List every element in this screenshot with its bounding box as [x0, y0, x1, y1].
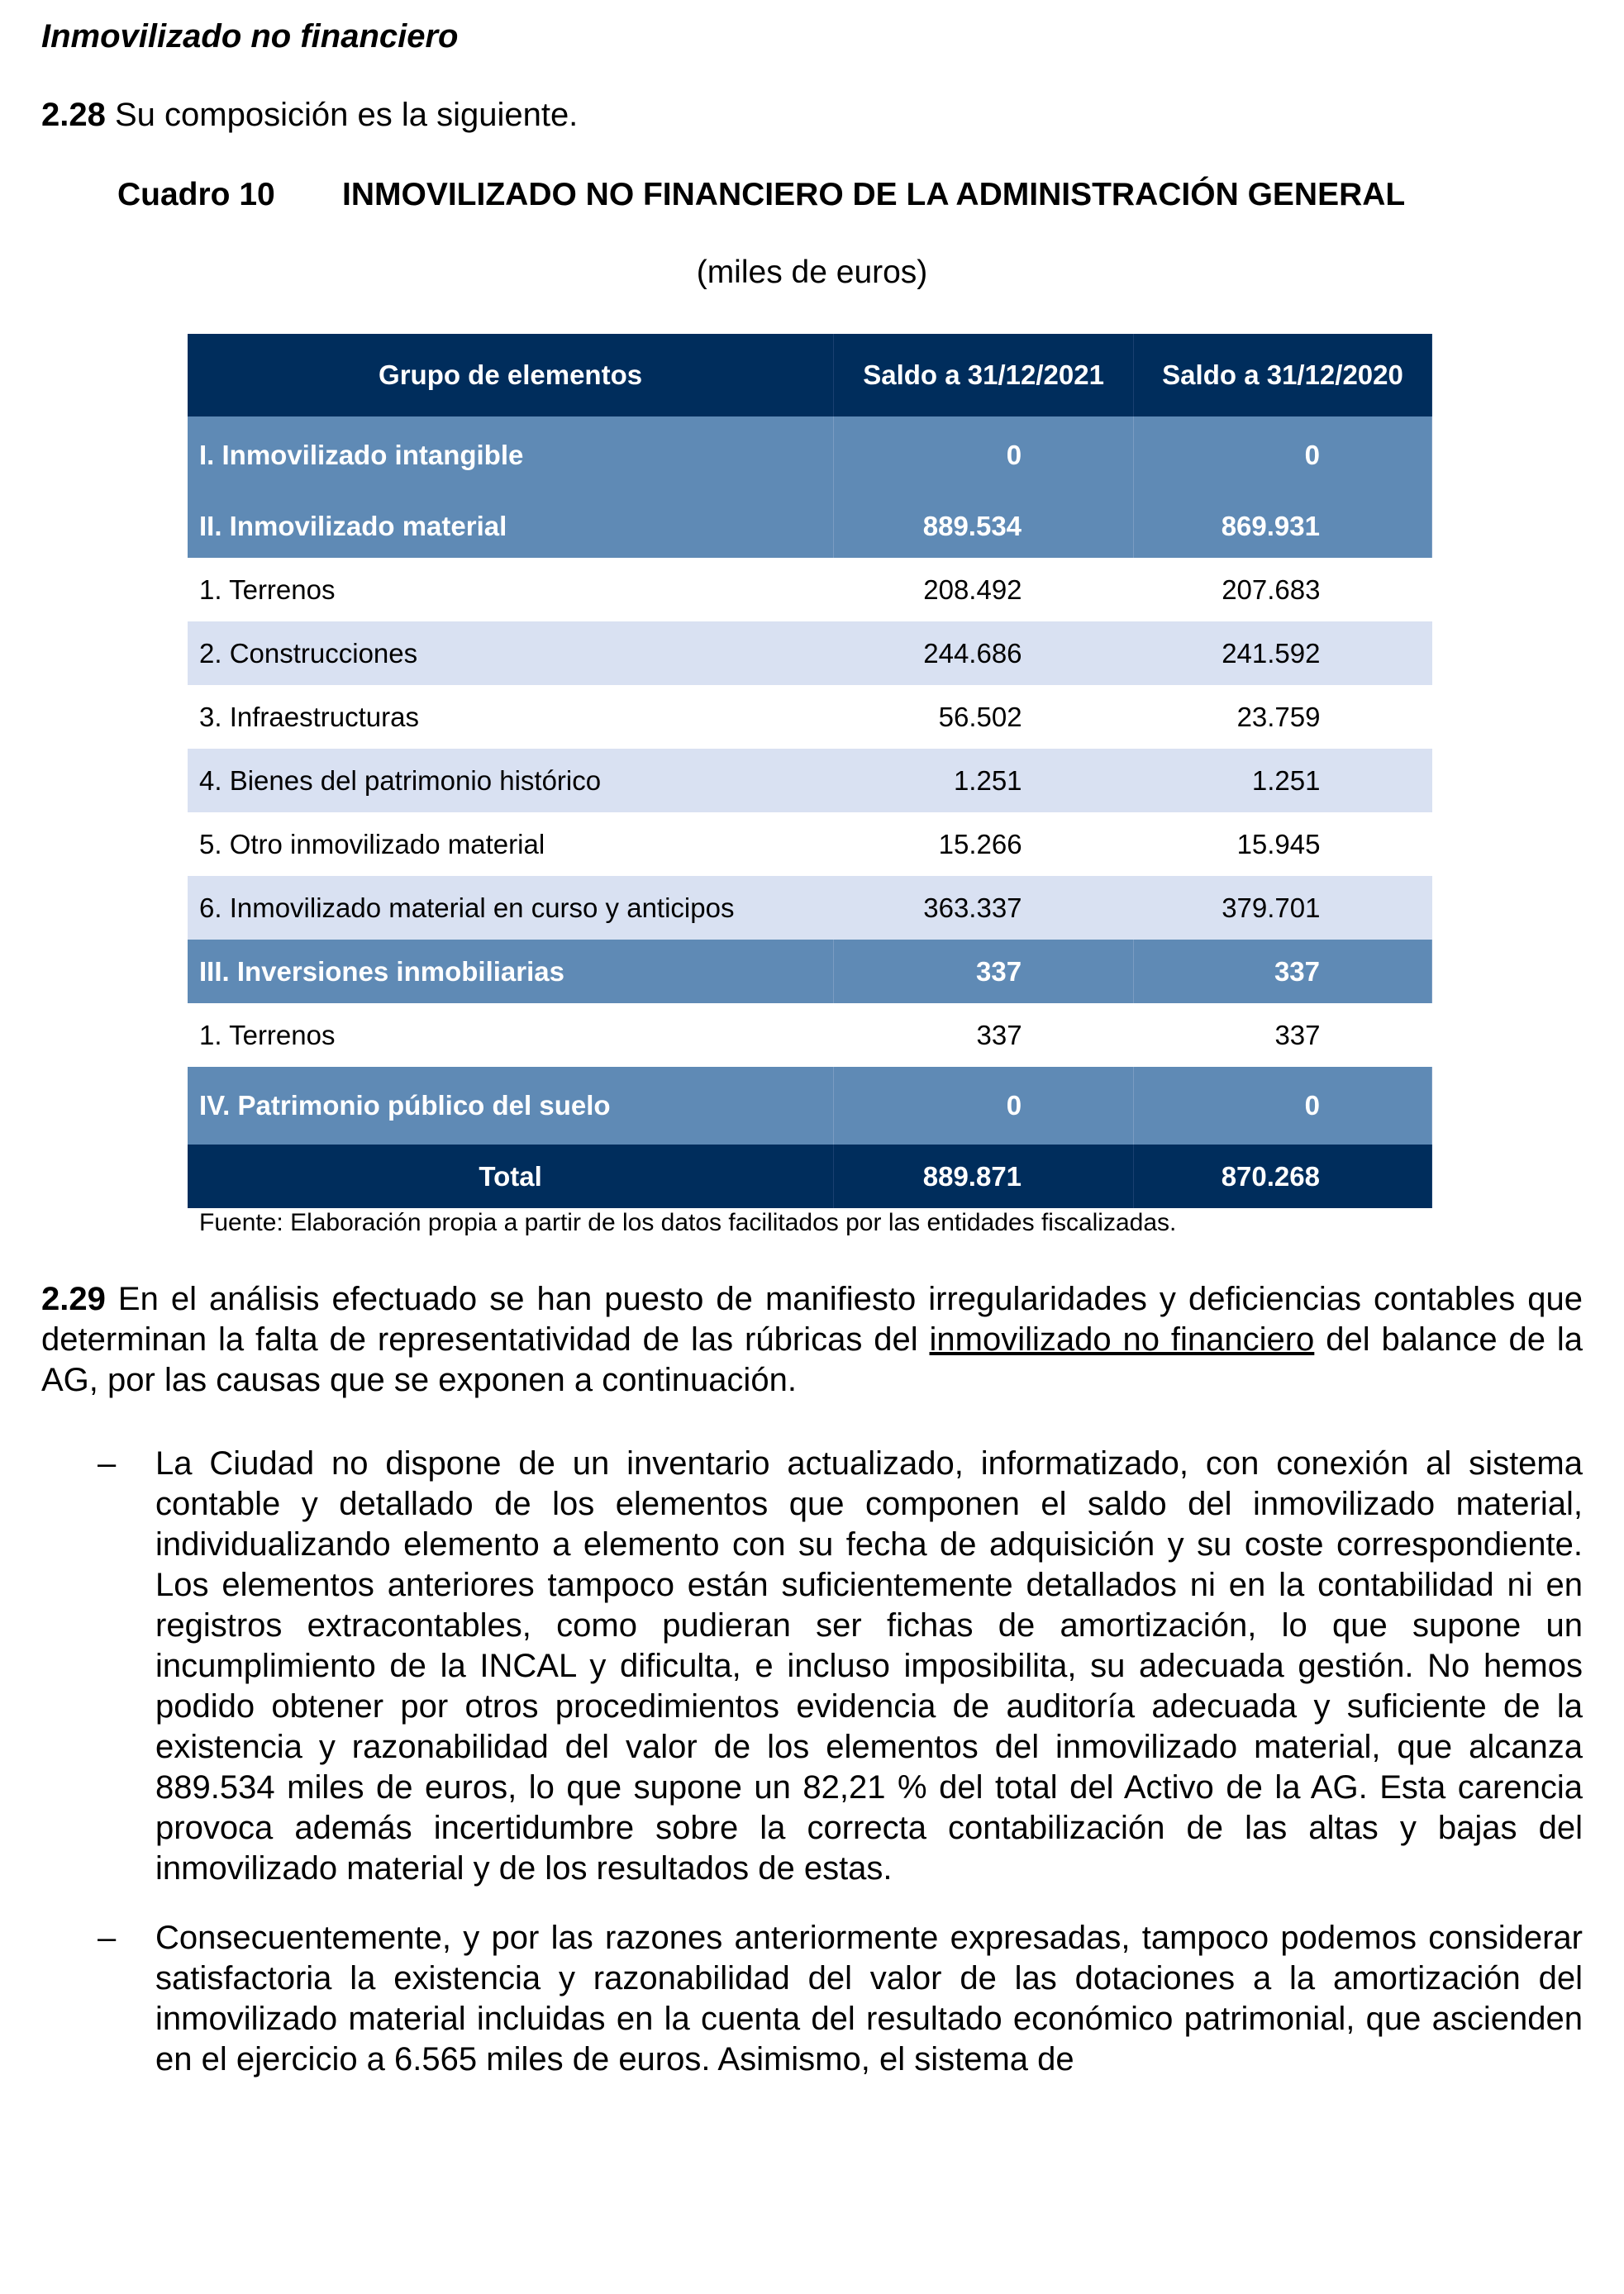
table-units: (miles de euros): [696, 255, 928, 290]
row-label: II. Inmovilizado material: [188, 494, 834, 558]
table-number: Cuadro 10: [117, 177, 275, 212]
value-2021: 244.686: [834, 621, 1134, 685]
table-caption: [117, 177, 1405, 213]
value-2021: 1.251: [834, 749, 1134, 812]
value-2021: 208.492: [923, 574, 1022, 605]
value-2020: 1.251: [1134, 749, 1432, 812]
row-label: I. Inmovilizado intangible: [188, 416, 834, 494]
column-header: Grupo de elementos: [188, 334, 834, 416]
value-2020: 241.592: [1134, 621, 1432, 685]
underlined-term: inmovilizado no financiero: [929, 1321, 1315, 1358]
bullet-item: La Ciudad no dispone de un inventario actualizado, informatizado, con conexión al sistema contable y detallado de los elementos que componen el saldo del inmovilizado material, individualizando elemento a elemento con su fecha de adquisición y su coste correspondiente. Los elementos anteriores tampoco están suficientemente detallados ni en la contabilidad ni en registros extracontables, como pudieran ser fichas de amortización, lo que supone un incumplimiento de la INCAL y dificulta, e incluso imposibilita, su adecuada gestión. No hemos podido obtener por otros procedimientos evidencia de auditoría adecuada y suficiente de la existencia y razonabilidad del valor de los elementos del inmovilizado material, que alcanza 889.534 miles de euros, lo que supone un 82,21 % del total del Activo de la AG. Esta carencia provoca además incertidumbre sobre la correcta contabilización de las altas y bajas del inmovilizado material y de los resultados de estas.: [155, 1445, 1583, 1887]
paragraph-2-28: [41, 97, 578, 134]
table-source: Fuente: Elaboración propia a partir de los datos facilitados por las entidades fiscalizadas.: [199, 1209, 1177, 1236]
column-header: Saldo a 31/12/2021: [834, 334, 1134, 416]
paragraph-number: 2.28: [41, 97, 106, 133]
value-2021: 337: [834, 940, 1134, 1003]
value-2020: 337: [1134, 940, 1432, 1003]
value-2021: 889.534: [834, 494, 1134, 558]
paragraph-text: del balance de la AG, por las causas que se exponen a continuación.: [41, 1321, 1583, 1398]
row-label: 1. Terrenos: [199, 574, 336, 605]
value-2021: 15.266: [938, 828, 1022, 859]
row-label: 3. Infraestructuras: [199, 701, 419, 732]
row-label: IV. Patrimonio público del suelo: [188, 1067, 834, 1145]
paragraph-text: Su composición es la siguiente.: [114, 97, 579, 133]
row-label: 4. Bienes del patrimonio histórico: [188, 749, 834, 812]
table-title: INMOVILIZADO NO FINANCIERO DE LA ADMINISTRACIÓN GENERAL: [342, 177, 1406, 212]
dash-bullet-icon: –: [98, 1920, 117, 1956]
table-row-group: [188, 494, 1432, 558]
value-2020: 207.683: [1222, 574, 1321, 605]
paragraph-text: En el análisis efectuado se han puesto de manifiesto irregularidades y deficiencias contables que determinan la falta de representatividad de las rúbricas del: [41, 1281, 1583, 1358]
paragraph-2-29: [41, 1279, 1583, 1401]
value-2020: 337: [1274, 1019, 1321, 1050]
table-row-group: [188, 940, 1432, 1003]
row-label: 1. Terrenos: [199, 1019, 336, 1050]
table-header-row: [188, 334, 1432, 416]
value-2020: 870.268: [1134, 1145, 1432, 1208]
paragraph-number: 2.29: [41, 1281, 106, 1317]
value-2020: 15.945: [1236, 828, 1321, 859]
table-row: [188, 749, 1432, 812]
table-row: [188, 812, 1432, 876]
row-label: III. Inversiones inmobiliarias: [188, 940, 834, 1003]
column-header: Saldo a 31/12/2020: [1134, 334, 1432, 416]
row-label: 5. Otro inmovilizado material: [199, 828, 545, 859]
value-2021: 889.871: [834, 1145, 1134, 1208]
value-2020: 869.931: [1134, 494, 1432, 558]
row-label: Total: [188, 1145, 834, 1208]
section-title: Inmovilizado no financiero: [41, 18, 459, 55]
row-label: 6. Inmovilizado material en curso y anticipos: [188, 876, 834, 940]
value-2020: 23.759: [1236, 701, 1321, 732]
table-row: [188, 876, 1432, 940]
value-2021: 0: [834, 1067, 1134, 1145]
table-row-total: [188, 1145, 1432, 1208]
dash-bullet-icon: –: [98, 1445, 117, 1482]
value-2021: 363.337: [834, 876, 1134, 940]
value-2021: 337: [976, 1019, 1022, 1050]
inmovilizado-table: [188, 334, 1432, 1208]
table-row: [188, 558, 1432, 621]
bullet-item: Consecuentemente, y por las razones anteriormente expresadas, tampoco podemos considerar satisfactoria la existencia y razonabilidad del valor de las dotaciones a la amortización del inmovilizado material incluidas en la cuenta del resultado económico patrimonial, que ascienden en el ejercicio a 6.565 miles de euros. Asimismo, el sistema de: [155, 1920, 1583, 2077]
table-row: [188, 621, 1432, 685]
value-2020: 0: [1134, 416, 1432, 494]
value-2021: 56.502: [938, 701, 1022, 732]
value-2020: 379.701: [1134, 876, 1432, 940]
table-row-group: [188, 1067, 1432, 1145]
row-label: 2. Construcciones: [188, 621, 834, 685]
table-row: [188, 685, 1432, 749]
value-2020: 0: [1134, 1067, 1432, 1145]
table-row: [188, 1003, 1432, 1067]
value-2021: 0: [834, 416, 1134, 494]
table-row-group: [188, 416, 1432, 494]
